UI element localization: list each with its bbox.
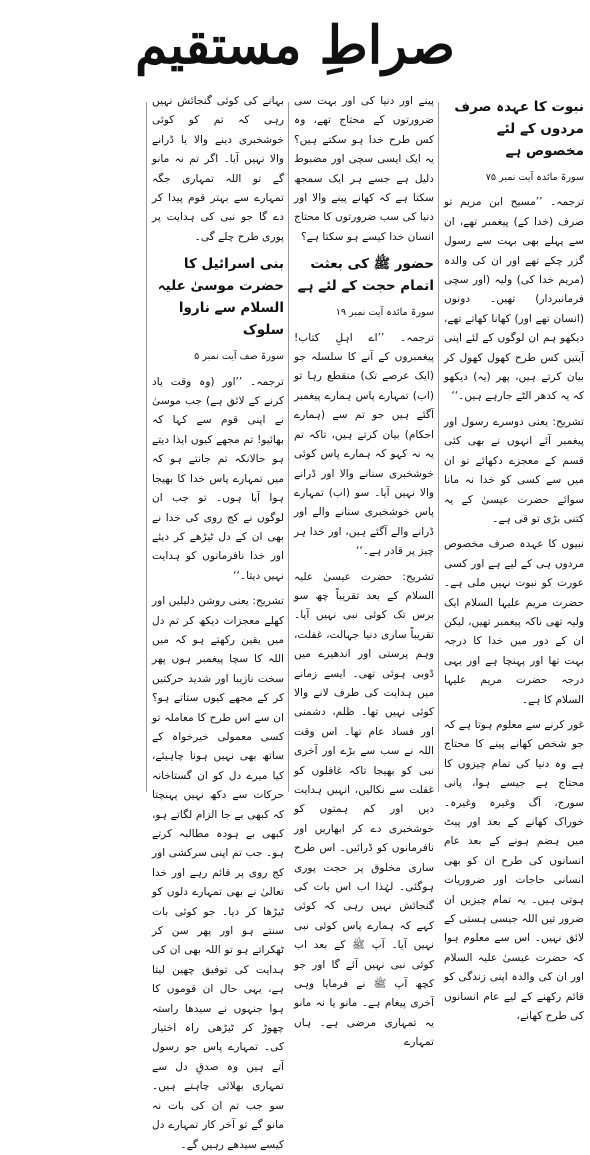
commentary-paragraph: تشریح: حضرت عیسیٰ علیہ السلام کے بعد تقریباً چھ سو برس تک کوئی نبی نہیں آیا۔ تقریباً ساری دنیا جہالت، غفلت، وہم پرستی اور اندھیرے میں ڈوبی ہوئی تھی۔ ایسے زمانے میں ہدایت کی طرف لانے والا کوئی نہیں تھا۔ ظلم، دشمنی اور فساد عام تھا۔ اس وقت اللہ نے سب سے بڑے اور آخری نبی کو بھیجا تاکہ غافلوں کو غفلت سے نکالیں، انہیں ہدایت دیں اور کم ہمتوں کو خوشخبری دے کر ابھاریں اور نافرمانوں کو ڈرائیں۔ اس طرح ساری مخلوق پر حجت پوری ہوگئی۔ لہٰذا اب اس بات کی گنجائش نہیں رہی کہ کوئی کہے کہ ہمارے پاس کوئی نبی نہیں آیا۔ آپ ﷺ کے بعد اب کوئی نبی نہیں آئے گا اور جو کچھ آپ ﷺ نے فرمایا وہی آخری پیغام ہے۔ مانو یا نہ مانو یہ تمہاری مرضی ہے۔ ہاں تمہارے — [294, 570, 434, 1049]
translation-paragraph: ترجمہ۔ ’’اور (وہ وقت یاد کرنے کے لائق ہے) جب موسیٰ نے اپنی قوم سے کہا کہ بھائیو! تم مجھے کیوں ایذا دیتے ہو حالانکہ تم جانتے ہو کہ میں تمہارے پاس خدا کا بھیجا ہوا آیا ہوں۔ تو جب ان لوگوں نے کج روی کی خدا نے بھی ان کے دل ٹیڑھے کر دیئے اور خدا نافرمانوں کو ہدایت نہیں دیتا۔‘‘ — [152, 375, 284, 582]
body-paragraph: غور کرنے سے معلوم ہوتا ہے کہ جو شخص کھانے پینے کا محتاج ہے وہ دنیا کی تمام چیزوں کا محتاج ہے جیسے ہوا، پانی سورج، آگ وغیرہ وغیرہ۔ خوراک کھانے کے بعد اور پیٹ میں ہضم ہونے کے بعد عام انسانوں کی طرح ان کو بھی انسانی حاجات اور ضروریات ہوتی ہیں۔ یہ تمام چیزیں ان ضرور تیں اللہ جیسی ہستی کے لائق نہیں۔ اس سے معلوم ہوا کہ حضرت عیسیٰ علیہ السلام اور ان کی والدہ اپنی زندگی کو قائم رکھنے کے لیے عام انسانوں کی طرح کھانے، — [444, 718, 584, 1023]
translation-paragraph: ترجمہ۔ ’’اے اہلِ کتاب! پیغمبروں کے آنے کا سلسلہ جو (ایک عرصے تک) منقطع رہا تو (اب) تمہارے پاس ہمارے پیغمبر آگئے ہیں جو تم سے (ہمارے احکام) بیان کرتے ہیں، تاکہ تم یہ نہ کہو کہ ہمارے پاس کوئی خوشخبری سنانے والا اور ڈرانے والا نہیں آیا۔ سو (اب) تمہارے پاس خوشخبری سنانے والے اور ڈرانے والے آگئے ہیں، اور خدا ہر چیز پر قادر ہے۔‘‘ — [294, 331, 434, 558]
body-paragraph: پینے اور دنیا کی اور بہت سی ضرورتوں کے محتاج تھے، وہ کس طرح خدا ہو سکتے ہیں؟ یہ ایک ایسی سچی اور مضبوط دلیل ہے جسے ہر ایک سمجھ سکتا ہے کہ کھانے پینے والا اور دنیا کی سب ضرورتوں کا محتاج انسان خدا کیسے ہو سکتا ہے؟ — [294, 95, 434, 243]
body-paragraph: بہانے کی کوئی گنجائش نہیں رہی کہ تم کو کوئی خوشخبری دینے والا یا ڈرانے والا نہیں آیا۔ اگر تم نہ مانو گے تو اللہ تمہاری جگہ تمہارے سے بہتر قوم پیدا کر دے گا جو نبی کی ہدایت پر پوری طرح چلے گی۔ — [152, 95, 284, 243]
verse-reference: سورۃ مائدہ آیت نمبر ۱۹ — [335, 307, 434, 319]
article-columns — [6, 92, 584, 1151]
commentary-paragraph: تشریح: یعنی دوسرے رسول اور پیغمبر آئے انہوں نے بھی کئی قسم کے معجزے دکھائے تو ان میں سے کسی کو خدا نہ مانا سوائے حضرت عیسیٰ کے یہ کتنی بڑی تو قی ہے۔ — [444, 415, 584, 525]
section-heading: حضور ﷺ کی بعثت اتمام حجت کے لئے ہے — [297, 256, 434, 295]
translation-paragraph: ترجمہ۔ ’’مسیح ابن مریم تو صرف (خدا کے) پیغمبر تھے، ان سے پہلے بھی بہت سے رسول گزر چکے تھے اور ان کی والدہ (مریم خدا کی) ولیہ (اور سچی فرمانبردار) تھیں۔ دونوں (انسان تھے اور) کھانا کھاتے تھے، دیکھو ہم ان لوگوں کے لئے اپنی آیتیں کس طرح کھول کھول کر بیان کرتے ہیں، پھر (یہ) دیکھو کہ یہ کدھر الٹے جارہے ہیں۔‘‘ — [444, 196, 584, 403]
masthead-title: صراطِ مستقیم — [134, 15, 456, 76]
column-4 — [6, 92, 142, 792]
section-heading: بنی اسرائیل کا حضرت موسیٰ علیہ السلام سے ناروا سلوک — [157, 256, 284, 339]
column-divider — [146, 102, 147, 792]
column-divider — [288, 102, 289, 792]
section-heading: نبوت کا عہدہ صرف مردوں کے لئے مخصوص ہے — [454, 99, 584, 159]
commentary-paragraph: تشریح: یعنی روشن دلیلیں اور کھلے معجزات دیکھ کر تم دل میں یقین رکھتے ہو کہ میں اللہ کا سچا پیغمبر ہوں پھر سخت نازیبا اور شدید حرکتیں کر کے مجھے کیوں ستاتے ہو؟ ان سے اس طرح کا معاملہ تو کسی معمولی خیرخواہ کے ساتھ بھی نہیں ہونا چاہیئے، کیا میرے دل کو ان گستاخانہ حرکات سے دکھ نہیں پہنچتا کہ کبھی بے جا الزام لگاتے ہو، کبھی بے ہودہ مطالبہ کرتے ہو۔ جب تم اپنی سرکشی اور کج روی پر قائم رہے اور خدا تعالیٰ نے بھی تمہارے دلوں کو ٹیڑھا کر دیا۔ جو کوئی بات سنتے ہو اور پھر سن کر ٹھکراتے ہو تو اللہ بھی ان کی ہدایت کی توفیق چھین لیتا ہے، یہی حال ان قوموں کا ہوا جنہوں نے سیدھا راستہ چھوڑ کر ٹیڑھی راہ اختیار کی۔ تمہارے پاس جو رسول آتے ہیں وہ صدقِ دل سے تمہاری بھلائی چاہتے ہیں۔ سو جب تم ان کی بات نہ مانو گے تو آخر کار تمہارے دل کیسے سیدھے رہیں گے۔ — [152, 595, 284, 1151]
body-paragraph: نبیوں کا عہدہ صرف مخصوص مردوں ہی کے لیے ہے اور کسی عورت کو نبوت نہیں ملی ہے۔ حضرت مریم علیہا السلام ایک ولیہ تھی ناکہ پیغمبر تھیں، لیکن ان کے دور میں خدا کا درجہ بہت تھا اور پہنچا ہے اور یہی درجہ حضرت مریم علیہا السلام کا ہے۔ — [444, 538, 584, 706]
column-3 — [152, 92, 284, 1151]
column-2 — [294, 92, 434, 1049]
column-divider — [438, 102, 439, 792]
column-1 — [444, 92, 584, 1023]
verse-reference: سورۃ مائدہ آیت نمبر ۷۵ — [485, 172, 584, 183]
masthead — [0, 0, 590, 92]
verse-reference: سورۃ صف آیت نمبر ۵ — [194, 351, 284, 363]
